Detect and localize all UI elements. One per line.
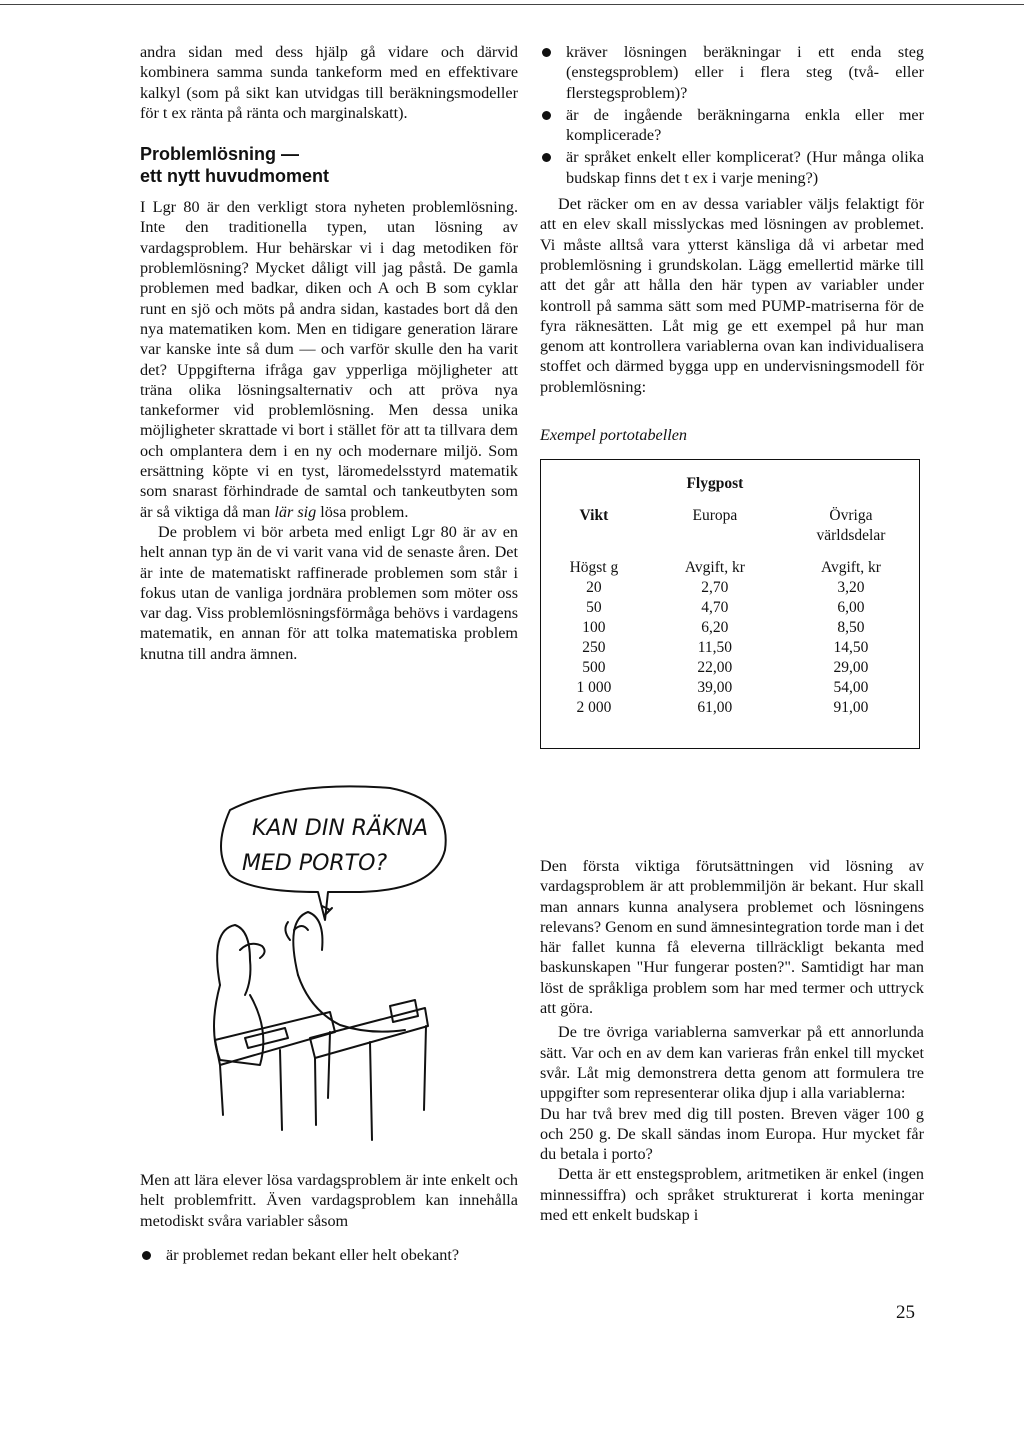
table-row bbox=[541, 618, 919, 638]
cell: 61,00 bbox=[697, 699, 733, 717]
cell: 500 bbox=[582, 659, 606, 677]
cell: 91,00 bbox=[833, 699, 869, 717]
column-header-varldsdelar: världsdelar bbox=[816, 527, 886, 545]
table-row bbox=[541, 598, 919, 618]
cell: 20 bbox=[586, 579, 602, 597]
cell: 2,70 bbox=[701, 579, 729, 597]
left-paragraph-2-end: lösa problem. bbox=[320, 502, 409, 521]
column-header-europa: Europa bbox=[692, 507, 738, 525]
postage-table-box bbox=[540, 459, 920, 749]
left-pupil-head bbox=[217, 925, 250, 995]
left-paragraph-1: andra sidan med dess hjälp gå vidare och därvid kombinera samma sunda tankeform med en effektivare kalkyl (som på sikt kan utvidgas till beräkningsmodeller för t ex ränta på ränta och marginalskatt). bbox=[140, 43, 518, 122]
right-pupil-head bbox=[293, 912, 322, 975]
left-column bbox=[140, 42, 518, 664]
cell: 3,20 bbox=[837, 579, 865, 597]
cell: 4,70 bbox=[701, 599, 729, 617]
table-row bbox=[541, 698, 919, 718]
cartoon-illustration bbox=[190, 780, 480, 1150]
cell: 54,00 bbox=[833, 679, 869, 697]
section-heading bbox=[140, 143, 518, 187]
table-row bbox=[541, 578, 919, 598]
left-paragraph-2-italic: lär sig bbox=[274, 502, 317, 521]
right-lower-column bbox=[540, 856, 924, 1225]
cell: 14,50 bbox=[833, 639, 869, 657]
right-pupil-body bbox=[298, 975, 405, 1032]
cell: 39,00 bbox=[697, 679, 733, 697]
subheader-avgift: Avgift, kr bbox=[684, 559, 745, 577]
page-number: 25 bbox=[896, 1302, 915, 1323]
right-paragraph-1: Det räcker om en av dessa variabler väljs felaktigt för att en elev skall misslyckas med lösningen av problemet. Vi måste alltså vara ytterst känsliga då vi arbetar med problemlösning i grundskolan. Lägg emellertid märke till att det går att hålla den här typen av variabler under kontroll på samma sätt som med PUMP-matriserna för de fyra räknesätten. Låt mig ge ett exempel på hur man genom att kontrollera variablerna ovan kan individualisera stoffet och därmed bygga upp en undervisningsmodell för problemlösning: bbox=[540, 195, 924, 396]
right-desk bbox=[310, 1008, 428, 1058]
column-header-vikt: Vikt bbox=[579, 507, 609, 525]
cell: 8,50 bbox=[837, 619, 865, 637]
right-paragraph-4: Detta är ett enstegsproblem, aritmetiken är enkel (ingen minnessiffra) och språket strukturerat i korta meningar med ett enkelt budskap i bbox=[540, 1165, 924, 1225]
cell: 250 bbox=[582, 639, 606, 657]
cell: 2 000 bbox=[576, 699, 612, 717]
cartoon-text-line-2: MED PORTO? bbox=[242, 851, 388, 876]
cell: 50 bbox=[586, 599, 602, 617]
bullet-dot-icon bbox=[542, 111, 551, 120]
heading-line-1: Problemlösning — bbox=[140, 144, 300, 165]
left-bullet-list bbox=[140, 1245, 518, 1265]
subheader-avgift: Avgift, kr bbox=[820, 559, 881, 577]
left-paragraph-4: Men att lära elever lösa vardagsproblem är inte enkelt och helt problemfritt. Även vardagsproblem kan innehålla metodiskt svåra variabler såsom bbox=[140, 1171, 518, 1230]
bullet-dot-icon bbox=[142, 1251, 151, 1260]
top-rule bbox=[0, 4, 1024, 5]
bullet-dot-icon bbox=[542, 48, 551, 57]
cell: 29,00 bbox=[833, 659, 869, 677]
cell: 11,50 bbox=[697, 639, 733, 657]
left-paragraph-3: De problem vi bör arbeta med enligt Lgr 80 är av en helt annan typ än de vi varit vana vid de senaste åren. Det är inte de matematiskt raffinerade problemen som står i fokus utan de vanliga jordnära problemen som möter oss var dag. Viss problemlösningsförmåga behövs i vardagens matematik, en annan för att tolka matematiska problem knutna till andra ämnen. bbox=[140, 522, 518, 663]
bullet-item bbox=[140, 1245, 518, 1265]
postage-table bbox=[541, 474, 919, 718]
right-column bbox=[540, 42, 924, 749]
bullet-item bbox=[540, 42, 924, 103]
heading-line-2: ett nytt huvudmoment bbox=[140, 166, 329, 187]
right-paragraph-2: Den första viktiga förutsättningen vid lösning av vardagsproblem är att problemmiljön är bekant. Hur skall man annars kunna analysera problemet och lösningens relevans? Genom en sund ämnesintegration torde man i det här fallet kunna få eleverna tillräckligt bekanta med baskunskapen "Hur fungerar posten?". Samtidigt har man löst de språkliga problem som har med termer och uttryck att göra. bbox=[540, 857, 924, 1018]
left-paragraph-2-text: I Lgr 80 är den verkligt stora nyheten problemlösning. Inte den traditionella typen, utan lösning av vardagsproblem. Hur behärskar vi i dag metodiken för problemlösning? Mycket dåligt vill jag påstå. De gamla problemen med badkar, diken och A och B som cyklar runt en sjö och möts på andra sidan, kastades bort då den nya matematiken kom. Men en tidigare generation lärare var kanske inte så dum — och varför skulle den ha varit det? Uppgifterna ifråga gav ypperliga möjligheter att träna olika lösningsalternativ och att pröva nya tankeformer vid problemlösning. Men dessa unika möjligheter skrattade vi bort i stället för att ta tillvara dem och omplantera dem i en ny och modernare miljö. Som ersättning köpte vi en tyst, läromedelsstyrd matematik som snarast förhindrade de samtal och tankeutbyten som är så viktiga då man bbox=[140, 198, 518, 521]
right-bullet-list bbox=[540, 42, 924, 188]
bullet-dot-icon bbox=[542, 153, 551, 162]
bullet-text: är problemet redan bekant eller helt obekant? bbox=[166, 1245, 460, 1264]
table-caption: Exempel portotabellen bbox=[540, 426, 687, 445]
table-row bbox=[541, 638, 919, 658]
column-header-ovriga: Övriga bbox=[829, 507, 873, 525]
bullet-text: är språket enkelt eller komplicerat? (Hur många olika budskap finns det t ex i varje mening?) bbox=[566, 148, 924, 187]
left-paragraph-2 bbox=[140, 197, 518, 522]
cell: 100 bbox=[582, 619, 606, 637]
table-row bbox=[541, 658, 919, 678]
right-paragraph-3: De tre övriga variablerna samverkar på ett annorlunda sätt. Var och en av dem kan varieras från enkel till mycket svår. Låt mig demonstrera detta genom att formulera tre uppgifter som representerar olika djup i alla variablerna: bbox=[540, 1023, 924, 1103]
table-row bbox=[541, 678, 919, 698]
table-title: Flygpost bbox=[686, 475, 744, 493]
left-pupil-body bbox=[214, 985, 263, 1065]
bullet-text: kräver lösningen beräkningar i ett enda steg (enstegsproblem) eller i flera steg (två- eller flerstegsproblem)? bbox=[566, 43, 924, 102]
cell: 6,20 bbox=[701, 619, 729, 637]
cell: 22,00 bbox=[697, 659, 733, 677]
bullet-text: är de ingående beräkningarna enkla eller mer komplicerade? bbox=[566, 105, 924, 145]
cartoon-text-line-1: KAN DIN RÄKNA bbox=[252, 816, 429, 841]
left-lower-column bbox=[140, 1170, 518, 1267]
cell: 6,00 bbox=[837, 599, 865, 617]
bullet-item bbox=[540, 147, 924, 188]
example-problem-quote: Du har två brev med dig till posten. Breven väger 100 g och 250 g. De skall sändas inom Europa. Hur mycket får du betala i porto? bbox=[540, 1104, 924, 1164]
bullet-item bbox=[540, 105, 924, 146]
subheader-hogst: Högst g bbox=[569, 559, 619, 577]
cell: 1 000 bbox=[576, 679, 612, 697]
